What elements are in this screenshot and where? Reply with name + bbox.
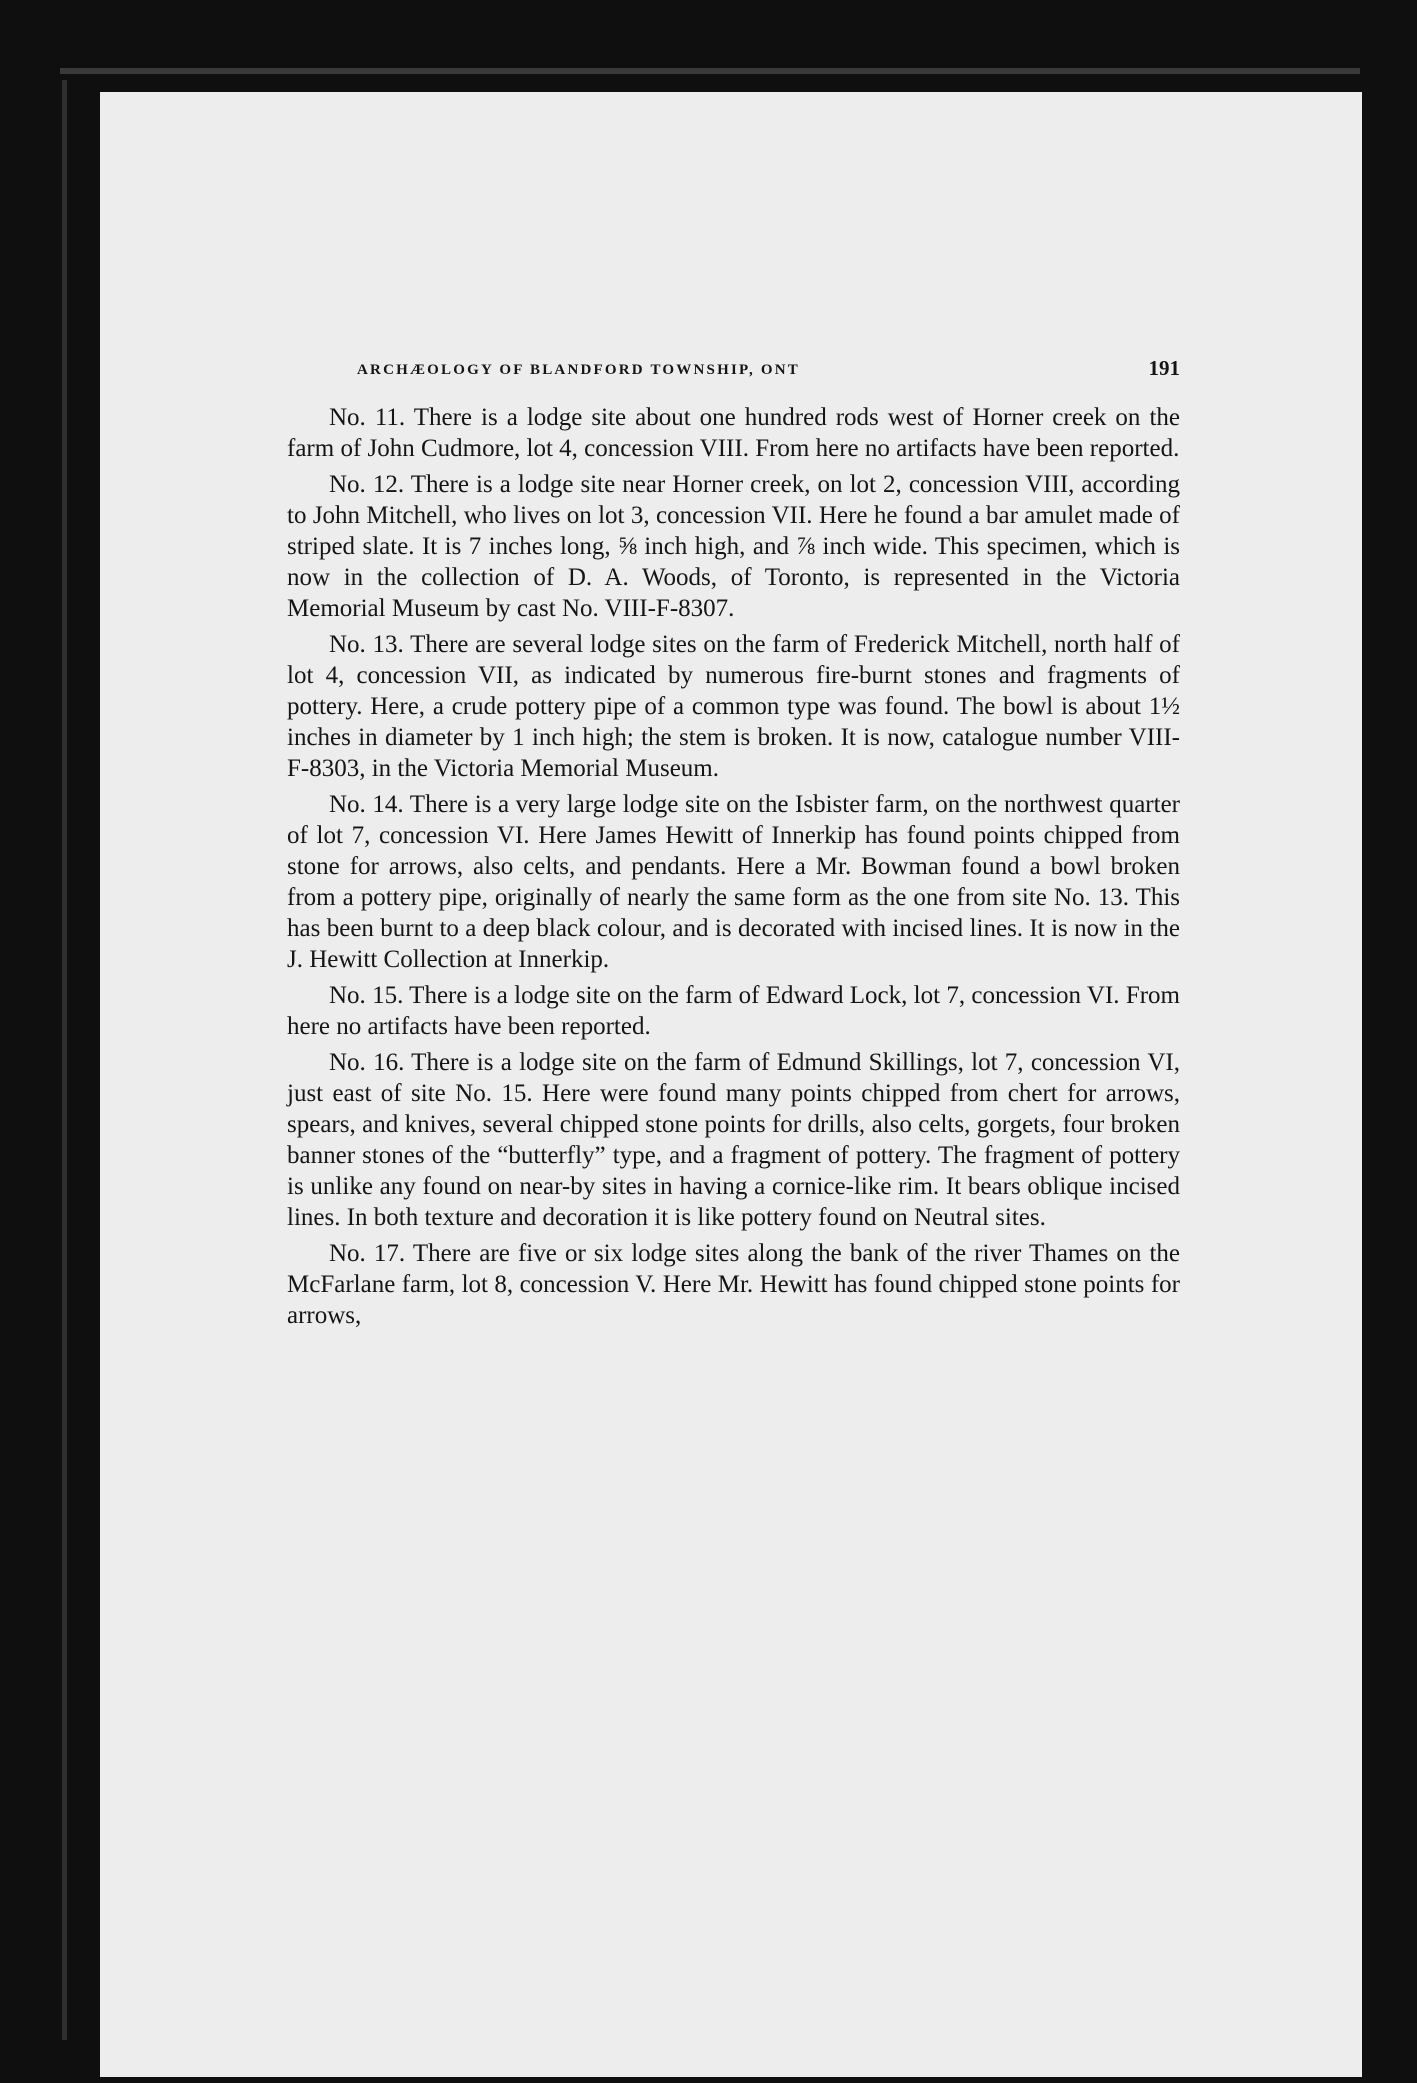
running-head-title: ARCHÆOLOGY OF BLANDFORD TOWNSHIP, ONT [357,362,800,378]
text-column [287,348,1180,1331]
page-number: 191 [1148,356,1180,380]
paragraph-site-13: No. 13. There are several lodge sites on the farm of Frederick Mitchell, north half of lot 4, concession VII, as indicated by numerous fire-burnt stones and fragments of pottery. Here, a crude pottery pipe of a common type was found. The bowl is about 1½ inches in diameter by 1 inch high; the stem is broken. It is now, catalogue number VIII-F-8303, in the Victoria Memorial Museum. [287,631,1180,782]
book-page [100,92,1362,2077]
paragraph-site-17: No. 17. There are five or six lodge sites along the bank of the river Thames on the McFarlane farm, lot 8, concession V. Here Mr. Hewitt has found chipped stone points for arrows, [287,1240,1180,1329]
paragraph-site-14: No. 14. There is a very large lodge site on the Isbister farm, on the northwest quarter of lot 7, concession VI. Here James Hewitt of Innerkip has found points chipped from stone for arrows, also celts, and pendants. Here a Mr. Bowman found a bowl broken from a pottery pipe, originally of nearly the same form as the one from site No. 13. This has been burnt to a deep black colour, and is decorated with incised lines. It is now in the J. Hewitt Collection at Innerkip. [287,791,1180,973]
body-text [287,402,1180,1331]
paragraph-site-15: No. 15. There is a lodge site on the farm of Edward Lock, lot 7, concession VI. From here no artifacts have been reported. [287,982,1180,1040]
running-head [287,348,1180,388]
scan-top-edge [60,68,1360,74]
paragraph-site-16: No. 16. There is a lodge site on the farm of Edmund Skillings, lot 7, concession VI, just east of site No. 15. Here were found many points chipped from chert for arrows, spears, and knives, several chipped stone points for drills, also celts, gorgets, four broken banner stones of the “butterfly” type, and a fragment of pottery. The fragment of pottery is unlike any found on near-by sites in having a cornice-like rim. It bears oblique incised lines. In both texture and decoration it is like pottery found on Neutral sites. [287,1049,1180,1231]
scan-left-edge [62,80,67,2040]
paragraph-site-11: No. 11. There is a lodge site about one hundred rods west of Horner creek on the farm of John Cudmore, lot 4, concession VIII. From here no artifacts have been reported. [287,404,1180,462]
paragraph-site-12: No. 12. There is a lodge site near Horner creek, on lot 2, concession VIII, according to John Mitchell, who lives on lot 3, concession VII. Here he found a bar amulet made of striped slate. It is 7 inches long, ⅝ inch high, and ⅞ inch wide. This specimen, which is now in the collection of D. A. Woods, of Toronto, is represented in the Victoria Memorial Museum by cast No. VIII-F-8307. [287,471,1180,622]
